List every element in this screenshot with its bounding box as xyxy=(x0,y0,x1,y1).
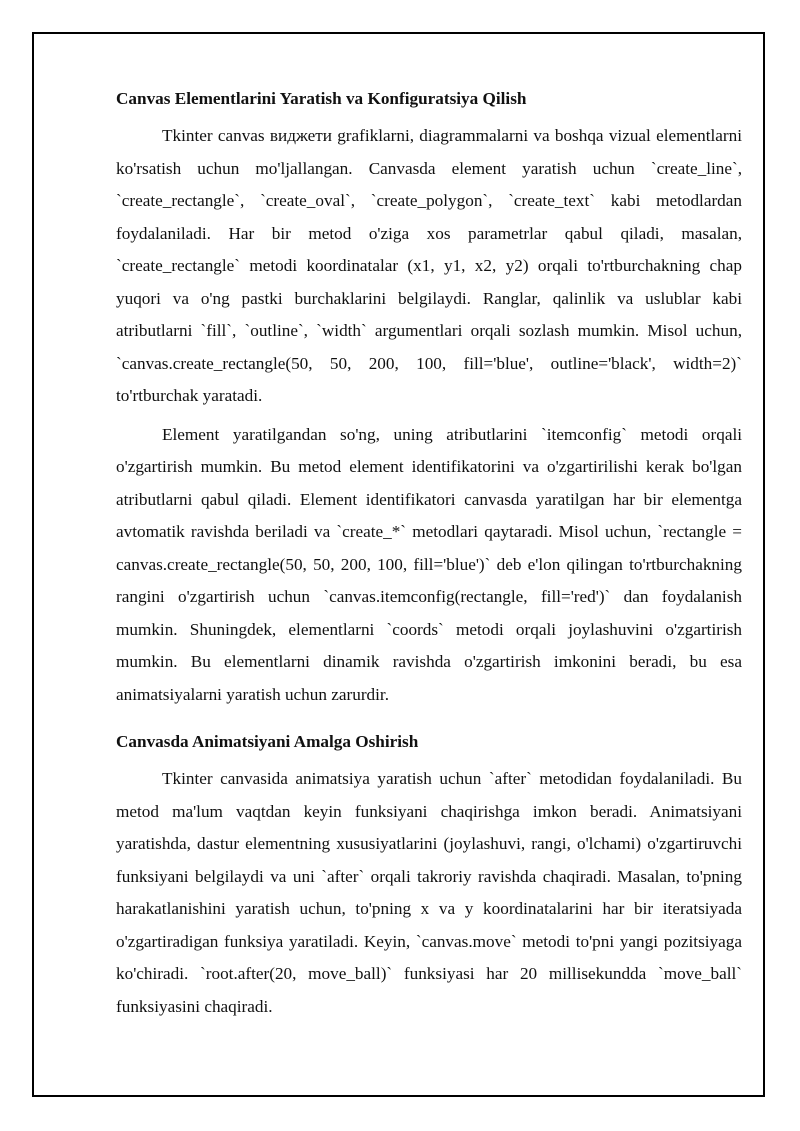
paragraph-itemconfig: Element yaratilgandan so'ng, uning atributlarini `itemconfig` metodi orqali o'zgartirish mumkin. Bu metod element identifikatorini va o'zgartirilishi kerak bo'lgan atributlarni qabul qiladi. Element identifikatori canvasda yaratilgan har bir elementga avtomatik ravishda beriladi va `create_*` metodlari qaytaradi. Misol uchun, `rectangle = canvas.create_rectangle(50, 50, 200, 100, fill='blue')` deb e'lon qilingan to'rtburchakning rangini o'zgartirish uchun `canvas.itemconfig(rectangle, fill='red')` dan foydalanish mumkin. Shuningdek, elementlarni `coords` metodi orqali joylashuvini o'zgartirish mumkin. Bu elementlarni dinamik ravishda o'zgartirish imkonini beradi, bu esa animatsiyalarni yaratish uchun zarurdir. xyxy=(116,424,742,704)
document-body xyxy=(116,86,742,1023)
paragraph-create-methods: Tkinter canvas виджети grafiklarni, diagrammalarni va boshqa vizual elementlarni ko'rsatish uchun mo'ljallangan. Canvasda element yaratish uchun `create_line`, `create_rectangle`, `create_oval`, `create_polygon`, `create_text` kabi metodlardan foydalaniladi. Har bir metod o'ziga xos parametrlar qabul qiladi, masalan, `create_rectangle` metodi koordinatalar (x1, y1, x2, y2) orqali to'rtburchakning chap yuqori va o'ng pastki burchaklarini belgilaydi. Ranglar, qalinlik va uslublar kabi atributlarni `fill`, `outline`, `width` argumentlari orqali sozlash mumkin. Misol uchun, `canvas.create_rectangle(50, 50, 200, 100, fill='blue', outline='black', width=2)` to'rtburchak yaratadi. xyxy=(116,126,742,405)
paragraph-after-method: Tkinter canvasida animatsiya yaratish uchun `after` metodidan foydalaniladi. Bu metod ma'lum vaqtdan keyin funksiyani chaqirishga imkon beradi. Animatsiyani yaratishda, dastur elementning xususiyatlarini (joylashuvi, rangi, o'lchami) o'zgartiruvchi funksiyani belgilaydi va uni `after` orqali takroriy ravishda chaqiradi. Masalan, to'pning harakatlanishini yaratish uchun, to'pning x va y koordinatalarini har bir iteratsiyada o'zgartiradigan funksiya yaratiladi. Keyin, `canvas.move` metodi to'pni yangi pozitsiyaga ko'chiradi. `root.after(20, move_ball)` funksiyasi har 20 millisekundda `move_ball` funksiyasini chaqiradi. xyxy=(116,769,742,1016)
section-heading-animation: Canvasda Animatsiyani Amalga Oshirish xyxy=(116,732,419,751)
section-heading-canvas-elements: Canvas Elementlarini Yaratish va Konfiguratsiya Qilish xyxy=(116,89,527,108)
